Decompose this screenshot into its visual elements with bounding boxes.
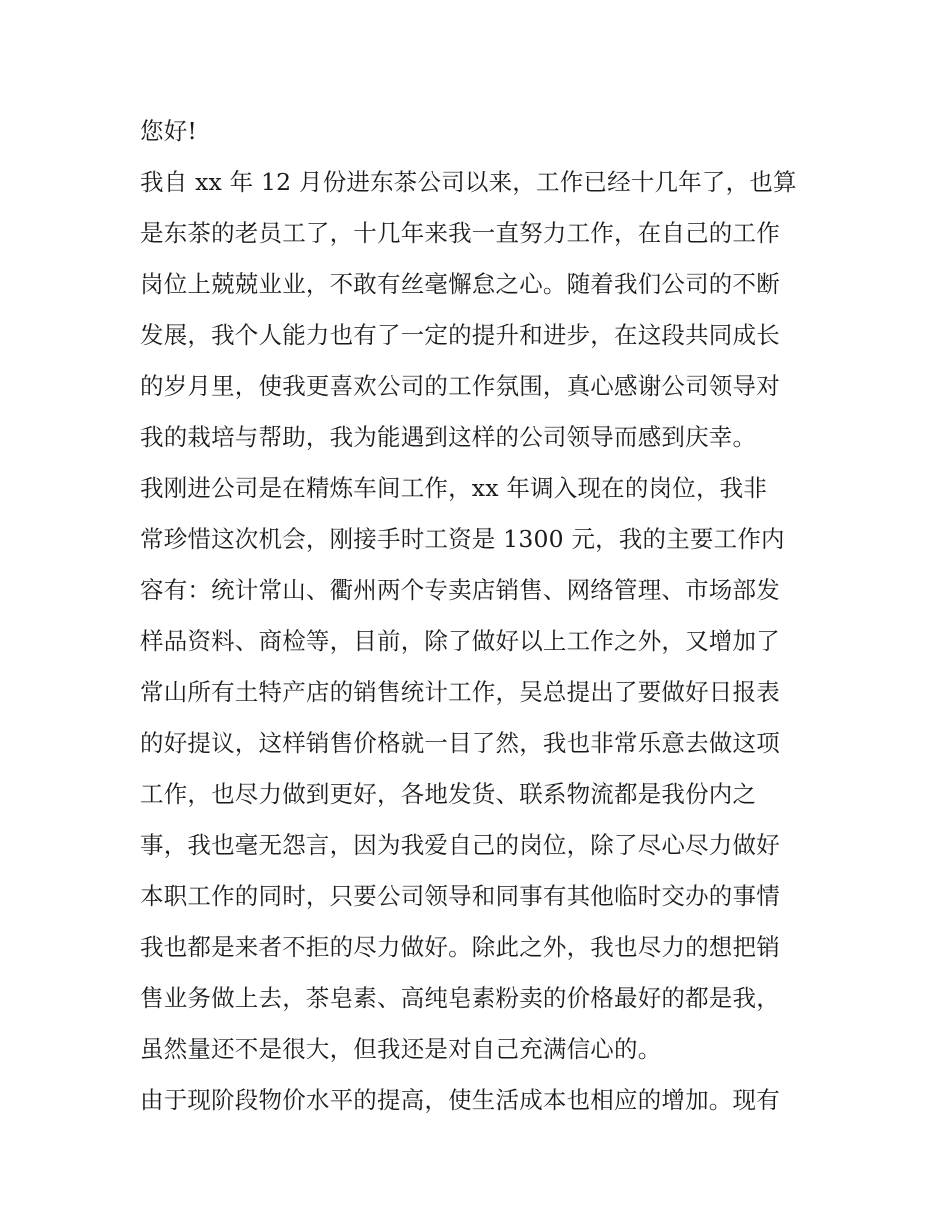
text-line: 常山所有土特产店的销售统计工作，吴总提出了要做好日报表 [140, 678, 780, 706]
text-line: 本职工作的同时，只要公司领导和同事有其他临时交办的事情 [140, 882, 780, 910]
text-line: 容有：统计常山、衢州两个专卖店销售、网络管理、市场部发 [140, 576, 780, 604]
text-line: 发展，我个人能力也有了一定的提升和进步，在这段共同成长 [140, 321, 780, 349]
text-line: 的好提议，这样销售价格就一目了然，我也非常乐意去做这项 [140, 729, 780, 757]
greeting-line: 您好! [140, 117, 198, 145]
text-line: 的岁月里，使我更喜欢公司的工作氛围，真心感谢公司领导对 [140, 372, 780, 400]
text-line: 由于现阶段物价水平的提高，使生活成本也相应的增加。现有 [140, 1086, 780, 1114]
text-line: 虽然量还不是很大，但我还是对自己充满信心的。 [140, 1035, 662, 1063]
document-body [140, 106, 815, 1126]
text-line: 我自 xx 年 12 月份进东茶公司以来，工作已经十几年了，也算 [140, 168, 797, 196]
text-line: 样品资料、商检等，目前，除了做好以上工作之外，又增加了 [140, 627, 780, 655]
text-line: 事，我也毫无怨言，因为我爱自己的岗位，除了尽心尽力做好 [140, 831, 780, 859]
text-line: 岗位上兢兢业业，不敢有丝毫懈怠之心。随着我们公司的不断 [140, 270, 780, 298]
text-line: 售业务做上去，茶皂素、高纯皂素粉卖的价格最好的都是我， [140, 984, 780, 1012]
text-line: 常珍惜这次机会，刚接手时工资是 1300 元，我的主要工作内 [140, 525, 785, 553]
text-line: 我的栽培与帮助，我为能遇到这样的公司领导而感到庆幸。 [140, 423, 757, 451]
text-line: 我刚进公司是在精炼车间工作，xx 年调入现在的岗位，我非 [140, 474, 768, 502]
text-line: 工作，也尽力做到更好，各地发货、联系物流都是我份内之 [140, 780, 757, 808]
text-line: 我也都是来者不拒的尽力做好。除此之外，我也尽力的想把销 [140, 933, 780, 961]
text-line: 是东茶的老员工了，十几年来我一直努力工作，在自己的工作 [140, 219, 780, 247]
